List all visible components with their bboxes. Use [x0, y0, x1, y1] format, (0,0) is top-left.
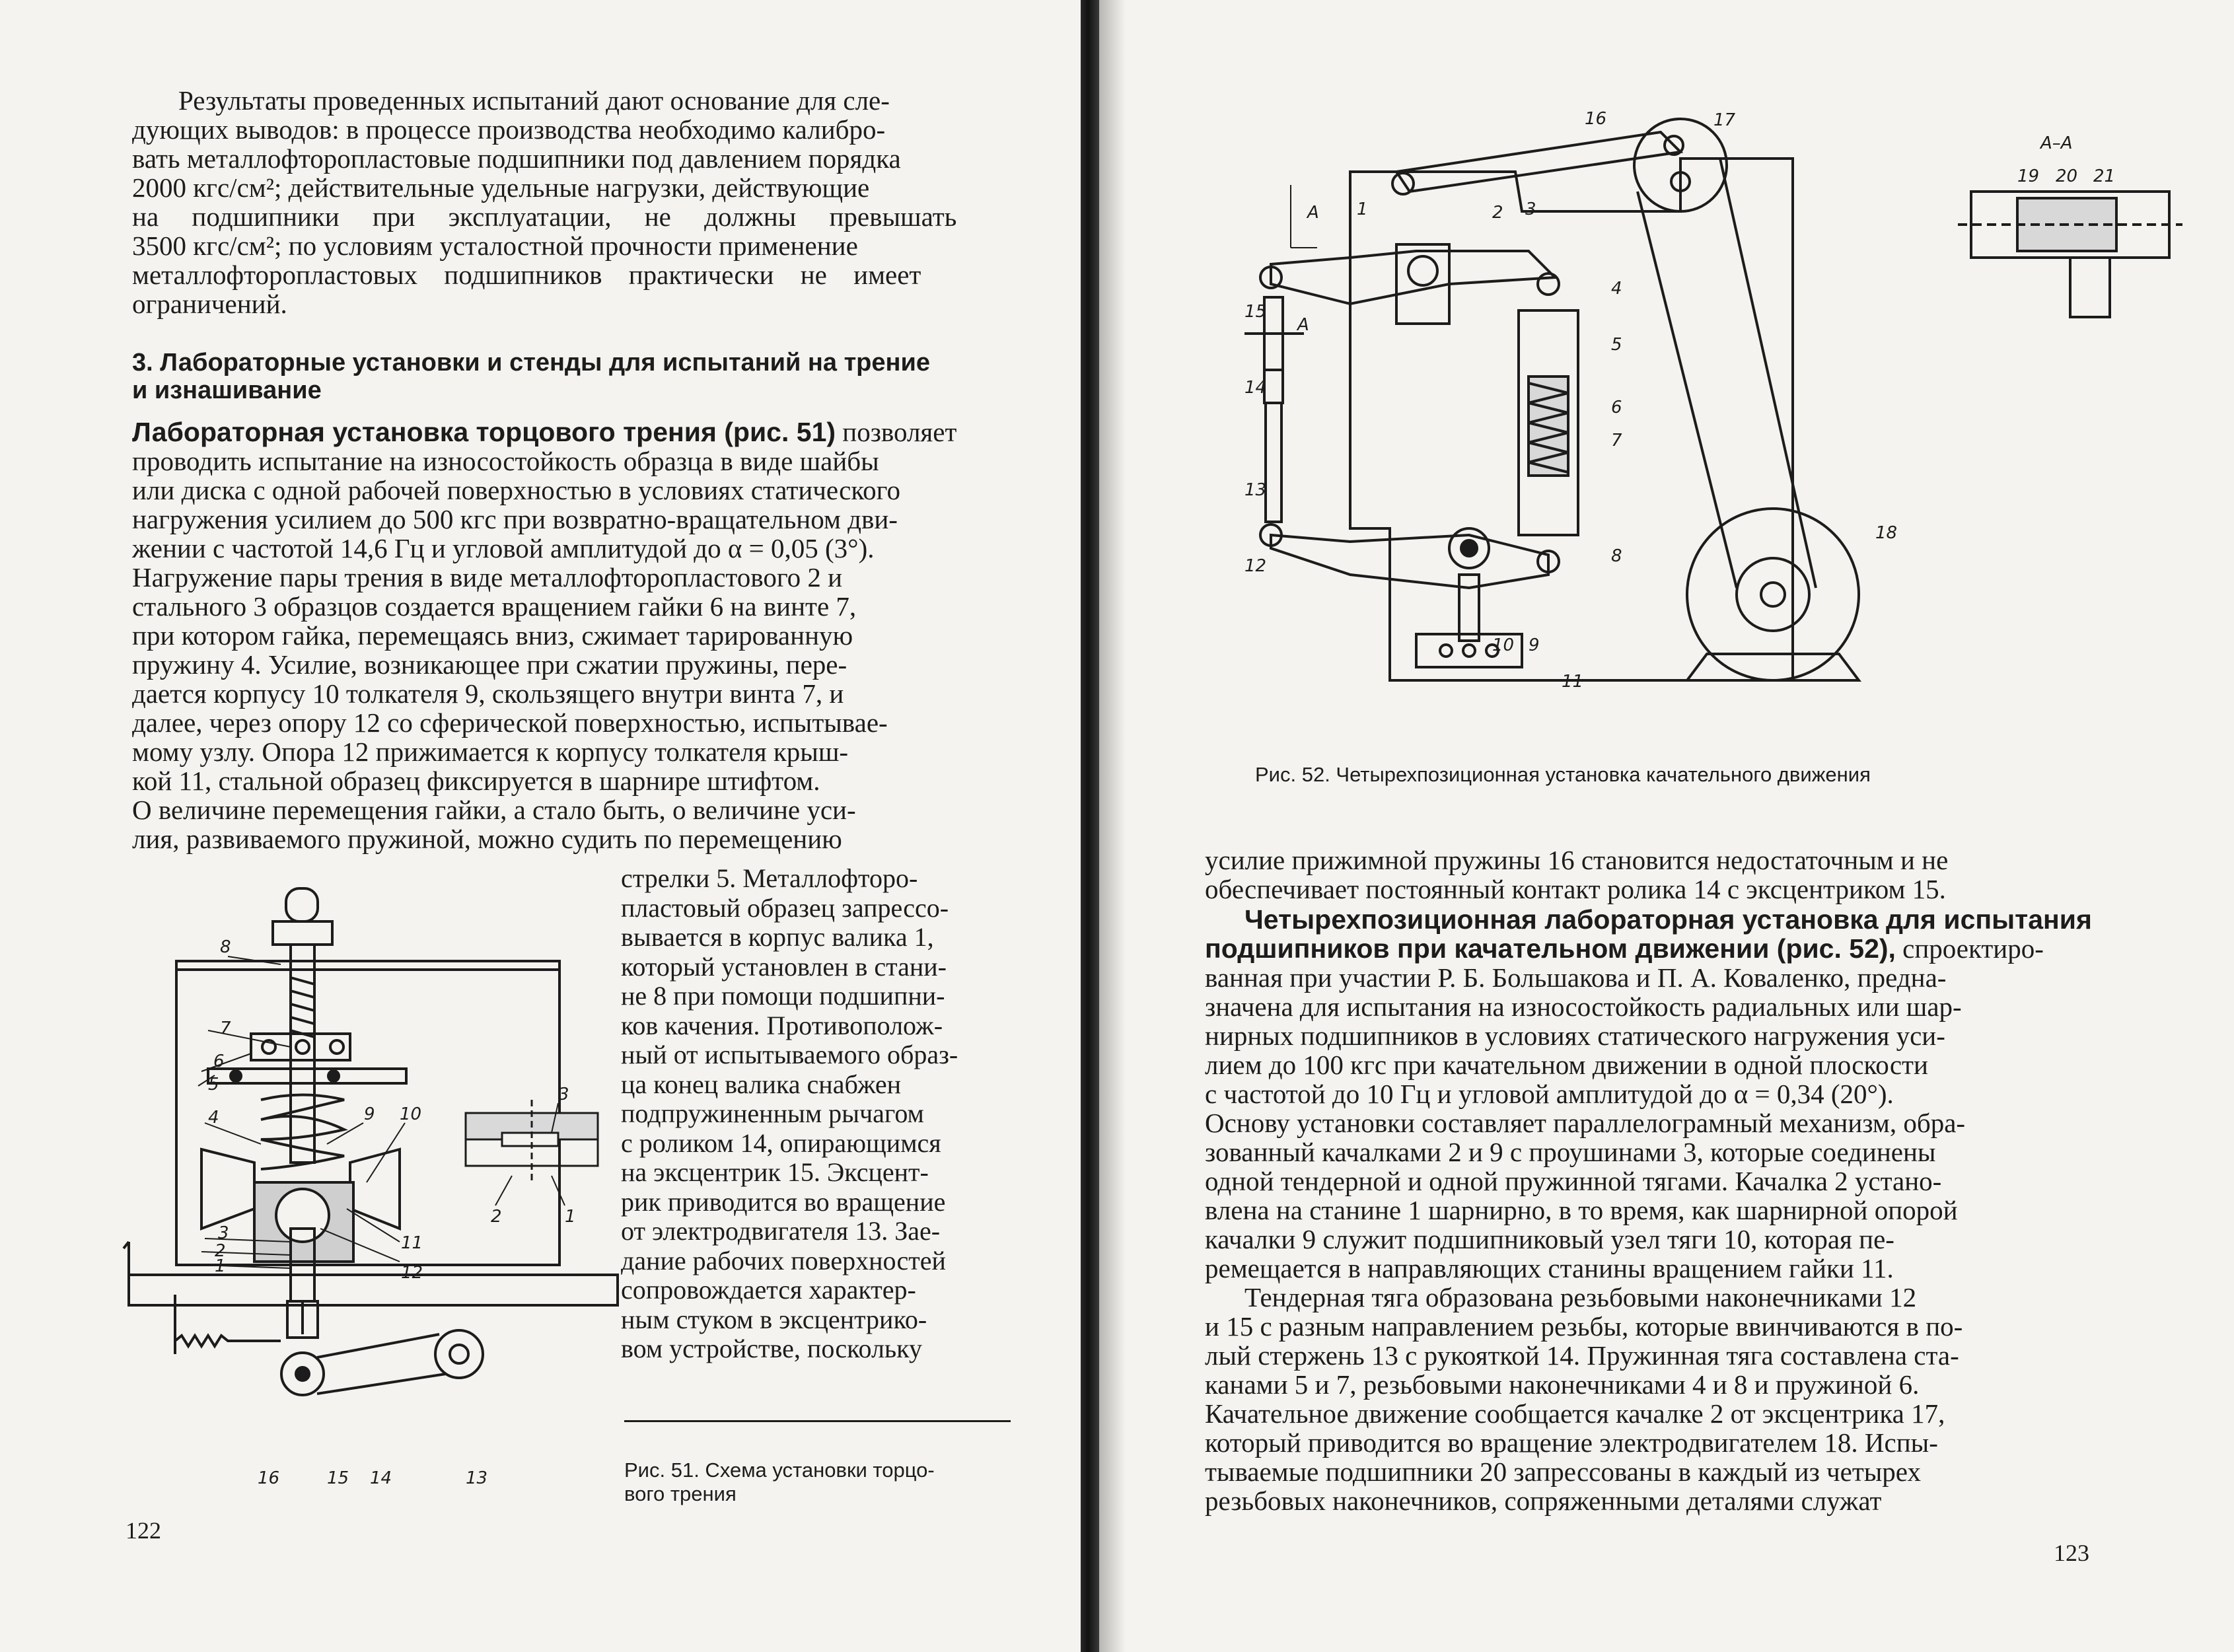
spring-4 [261, 1095, 344, 1170]
fig-label: 2 [215, 1241, 226, 1261]
text-line: вать металлофторопластовые подшипники под давлением порядка [132, 143, 901, 174]
text-line: обеспечивает постоянный контакт ролика 14 с эксцентриком 15. [1205, 874, 1946, 904]
text-line: ванная при участии Р. Б. Большакова и П. А. Коваленко, предна- [1205, 962, 1947, 993]
text-line: канами 5 и 7, резьбовыми наконечниками 4 и 8 и пружиной 6. [1205, 1369, 1920, 1400]
text-line: ным стуком в эксцентрико- [621, 1304, 927, 1334]
fig-label: 7 [220, 1019, 231, 1038]
text-line: О величине перемещения гайки, а стало быть, о величине уси- [132, 795, 856, 825]
fig-label: 14 [370, 1468, 392, 1488]
belt-lower [317, 1374, 446, 1394]
fig-label: 1 [215, 1256, 226, 1276]
leader-line [327, 1123, 363, 1144]
nut-6 [251, 1034, 350, 1060]
inset-sample [502, 1133, 558, 1146]
nut-hole [296, 1040, 309, 1054]
text-line: проводить испытание на износостойкость образца в виде шайбы [132, 446, 879, 476]
text-line: влена на станине 1 шарнирно, в то время, как шарнирной опорой [1205, 1195, 1958, 1225]
text-line: резьбовых наконечников, сопряженными деталями служат [1205, 1486, 1882, 1516]
lead-rest: спроектиро- [1895, 933, 2044, 964]
text-line: вом устройстве, поскольку [621, 1334, 923, 1363]
text-line: нагружения усилием до 500 кгс при возвратно-вращательном дви- [132, 504, 898, 534]
text-line: качалки 9 служит подшипниковый узел тяги 10, которая пе- [1205, 1224, 1894, 1254]
rod-13-lower [1264, 370, 1283, 403]
knob-shape [286, 888, 318, 921]
base-hatch [124, 1242, 129, 1305]
fig-label: 8 [1611, 546, 1622, 566]
housing-right [350, 1149, 400, 1229]
caption-rule [624, 1420, 1011, 1422]
nut-hole [330, 1040, 343, 1054]
motor-pulley [1737, 558, 1809, 631]
fig-label: 9 [1529, 635, 1540, 655]
lead-rest: позволяет [836, 417, 957, 447]
motor-base [1687, 654, 1859, 680]
page-number-right: 123 [2054, 1540, 2089, 1566]
motor-pulley-13 [435, 1330, 483, 1378]
fig-label: 1 [565, 1207, 576, 1227]
fig-label: 8 [220, 937, 231, 957]
text-line: лием до 100 кгс при качательном движении в одной плоскости [1205, 1050, 1928, 1080]
fig-label: 12 [1244, 556, 1267, 576]
text-line [1205, 934, 2116, 963]
text-line: ограничений. [132, 289, 287, 319]
fig-label: 21 [2093, 166, 2116, 186]
text-line: дается корпусу 10 толкателя 9, скользящего внутри винта 7, и [132, 678, 844, 709]
text-line: от электродвигателя 13. Зае- [621, 1216, 941, 1246]
spring-16 [175, 1336, 281, 1346]
fig-label: 12 [401, 1263, 423, 1283]
text-line: стального 3 образцов создается вращением гайки 6 на винте 7, [132, 591, 857, 622]
text-line: ков качения. Противополож- [621, 1010, 943, 1040]
text-line: лый стержень 13 с рукояткой 14. Пружинная тяга составлена ста- [1205, 1340, 1959, 1371]
text-line [132, 417, 1023, 447]
fig-label: 17 [1713, 110, 1736, 130]
left-page [0, 0, 1081, 1652]
text-line: металлофторопластовых подшипников практически не имеет [132, 260, 921, 290]
fig-label: 15 [327, 1468, 349, 1488]
fig-label: 6 [1611, 398, 1622, 417]
text-line: Основу установки составляет параллелограмный механизм, обра- [1205, 1108, 1966, 1138]
fig-label: 13 [1244, 480, 1267, 500]
heading-line: и изнашивание [132, 377, 322, 404]
text-line: пружину 4. Усилие, возникающее при сжатии пружины, пере- [132, 649, 847, 680]
fig-label: 16 [258, 1468, 280, 1488]
rod-10 [1459, 575, 1479, 641]
section-aa-stem [2070, 258, 2110, 317]
fig-label: 3 [558, 1085, 569, 1104]
motor-shaft [1761, 583, 1785, 606]
paragraph-fig51-description [132, 417, 1023, 853]
base-plate [129, 1275, 618, 1305]
fig-label: 15 [1244, 302, 1267, 322]
fig-label: А [1297, 315, 1309, 335]
fig-label: 3 [1525, 199, 1536, 219]
text-line: подпружиненным рычагом [621, 1098, 924, 1128]
belt-left [1638, 192, 1737, 588]
lead-bold: подшипников при качательном движении (рис. 52), [1205, 933, 1896, 964]
fig-label: 9 [364, 1104, 375, 1124]
text-line: зованный качалками 2 и 9 с проушинами 3, которые соединены [1205, 1137, 1936, 1167]
heading-line: 3. Лабораторные установки и стенды для испытаний на трение [132, 349, 930, 377]
text-line: стрелки 5. Металлофторо- [621, 863, 918, 893]
text-line: при котором гайка, перемещаясь вниз, сжимает тарированную [132, 620, 853, 651]
fig-label: А [1307, 203, 1319, 223]
text-line: дание рабочих поверхностей [621, 1245, 946, 1275]
fig-label: 6 [213, 1052, 225, 1071]
fig-label: 3 [218, 1223, 229, 1243]
text-line: дующих выводов: в процессе производства необходимо калибро- [132, 114, 886, 145]
book-gutter [1081, 0, 1099, 1652]
fig-label: 4 [208, 1108, 219, 1128]
text-line: на подшипники при эксплуатации, не должны превышать [132, 201, 957, 232]
narrow-column-text [621, 864, 1011, 1364]
text-line: Тендерная тяга образована резьбовыми наконечниками 12 [1244, 1282, 1917, 1312]
text-line: и 15 с разным направлением резьбы, которые ввинчиваются в по- [1205, 1311, 1963, 1342]
text-line: тываемые подшипники 20 запрессованы в каждый из четырех [1205, 1456, 1921, 1487]
intro-paragraph [132, 86, 1023, 318]
text-line: мому узлу. Опора 12 прижимается к корпусу толкателя крыш- [132, 736, 849, 767]
text-line: который приводится во вращение электродвигателем 18. Испы- [1205, 1427, 1938, 1458]
text-line: или диска с одной рабочей поверхностью в условиях статического [132, 475, 900, 505]
fig-label: 7 [1611, 431, 1622, 450]
rocker-9 [1271, 535, 1548, 588]
fig52-drawing [1244, 109, 2209, 733]
caption-line: вого трения [624, 1482, 737, 1505]
text-line: ный от испытываемого образ- [621, 1040, 958, 1069]
fig-label: 16 [1585, 109, 1607, 129]
roller-axle [296, 1367, 309, 1381]
fig-label: 5 [1611, 335, 1622, 355]
text-line: лия, развиваемого пружиной, можно судить по перемещению [132, 824, 842, 854]
text-line: значена для испытания на износостойкость радиальных или шар- [1205, 991, 1962, 1022]
belt-upper [317, 1334, 439, 1357]
text-line: Четырехпозиционная лабораторная установка для испытания [1244, 904, 2092, 935]
fig-label: 10 [400, 1104, 422, 1124]
text-line: 2000 кгс/см²; действительные удельные нагрузки, действующие [132, 172, 870, 203]
fig-label: 4 [1611, 279, 1622, 299]
section-heading [132, 349, 1023, 404]
fig-label: А–А [2040, 133, 2073, 153]
text-line: далее, через опору 12 со сферической поверхностью, испытывае- [132, 707, 888, 738]
paragraph-fig52-description [1205, 905, 2116, 1283]
bearing-center [1461, 540, 1477, 556]
fig51-drawing [129, 872, 618, 1506]
text-line: с роликом 14, опирающимся [621, 1128, 941, 1158]
screw-thread [291, 978, 314, 1037]
text-line: кой 11, стальной образец фиксируется в шарнире штифтом. [132, 766, 820, 796]
leader-line [495, 1176, 512, 1205]
text-line: Результаты проведенных испытаний дают основание для сле- [178, 85, 890, 116]
text-line: не 8 при помощи подшипни- [621, 981, 945, 1011]
nut-hole [1463, 645, 1475, 657]
belt-right [1720, 159, 1816, 588]
text-line: нирных подшипников в условиях статического нагружения уси- [1205, 1021, 1945, 1051]
fig51-caption [624, 1458, 1011, 1506]
text-line: вывается в корпус валика 1, [621, 922, 934, 952]
nut-top [273, 921, 332, 945]
fig-label: 5 [208, 1075, 219, 1095]
page-number-left: 122 [126, 1517, 161, 1544]
text-line: ца конец валика снабжен [621, 1069, 902, 1099]
text-line: рик приводится во вращение [621, 1186, 946, 1217]
fig-label: 19 [2017, 166, 2040, 186]
fig-label: 11 [401, 1233, 423, 1253]
text-line: на эксцентрик 15. Эксцент- [621, 1157, 929, 1187]
fig-label: 18 [1875, 523, 1898, 543]
fig-label: 13 [466, 1468, 488, 1488]
caption-line: Рис. 51. Схема установки торцо- [624, 1458, 935, 1482]
text-line: с частотой до 10 Гц и угловой амплитудой до α = 0,34 (20°). [1205, 1079, 1894, 1109]
paragraph-tender-rod [1205, 1283, 2116, 1515]
fig52-caption: Рис. 52. Четырехпозиционная установка качательного движения [1255, 763, 1871, 786]
stand-frame-1 [1350, 159, 1793, 680]
text-line: ремещается в направляющих станины вращением гайки 11. [1205, 1253, 1894, 1283]
nut-hole [1440, 645, 1452, 657]
rod-sleeve [1266, 403, 1281, 522]
fig-label: 2 [491, 1207, 502, 1227]
text-line: жении с частотой 14,6 Гц и угловой амплитудой до α = 0,05 (3°). [132, 533, 875, 563]
pointer-dot [231, 1071, 241, 1081]
fig-label: 11 [1562, 672, 1584, 692]
text-line: который установлен в стани- [621, 951, 947, 982]
text-line: одной тендерной и одной пружинной тягами. Качалка 2 устано- [1205, 1166, 1942, 1196]
fig-label: 20 [2056, 166, 2078, 186]
pointer-dot [328, 1071, 339, 1081]
text-line: Качательное движение сообщается качалке 2 от эксцентрика 17, [1205, 1398, 1945, 1429]
housing-left [201, 1149, 254, 1229]
hinge [1408, 256, 1437, 285]
right-page [1099, 0, 2234, 1652]
text-line: 3500 кгс/см²; по условиям усталостной прочности применение [132, 231, 858, 261]
text-line: пластовый образец запрессо- [621, 892, 949, 923]
lead-bold: Лабораторная установка торцового трения (рис. 51) [132, 417, 836, 447]
paragraph-continuation [1205, 845, 2116, 904]
fig-label: 10 [1492, 635, 1515, 655]
fig51-inset [466, 1100, 598, 1205]
motor-pulley-hub [450, 1345, 468, 1363]
fig-label: 14 [1244, 378, 1267, 398]
text-line: Нагружение пары трения в виде металлофторопластового 2 и [132, 562, 843, 593]
fig-label: 1 [1357, 199, 1368, 219]
text-line: усилие прижимной пружины 16 становится недостаточным и не [1205, 845, 1949, 875]
fig-label: 2 [1492, 203, 1503, 223]
spherical-support-12 [276, 1189, 329, 1242]
text-line: сопровождается характер- [621, 1275, 916, 1305]
